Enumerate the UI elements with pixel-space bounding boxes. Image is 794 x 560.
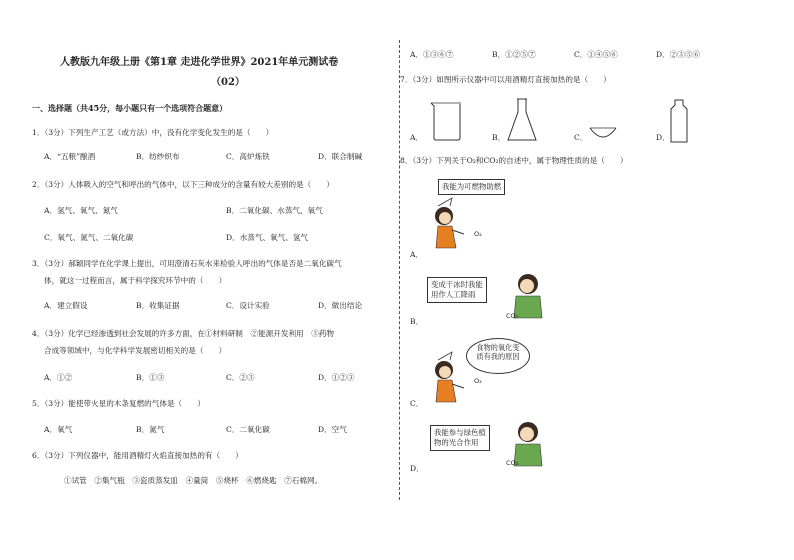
o2-label-c: O₂ [474, 377, 482, 385]
q3-option-b[interactable]: B．收集证据 [136, 301, 180, 310]
co2-label-b: CO₂ [506, 312, 519, 320]
q7-option-a[interactable]: A． [410, 133, 424, 142]
q1-option-b[interactable]: B．纺纱织布 [136, 152, 180, 161]
q2-option-a[interactable]: A．氢气、氧气、氮气 [44, 206, 118, 215]
q3-option-d[interactable]: D．做出结论 [318, 301, 363, 310]
q7-option-b[interactable]: B． [492, 133, 506, 142]
gas-jar-icon [668, 98, 690, 144]
q7-option-c[interactable]: C． [574, 133, 588, 142]
q2-option-b[interactable]: B．二氧化碳、水蒸气、氧气 [226, 206, 323, 215]
q2-stem: 2．（3分）人体吸入的空气和呼出的气体中，以下三种成分的含量有较大差别的是（ ） [32, 180, 335, 189]
column-divider [399, 40, 400, 500]
speech-bubble-c [466, 338, 530, 374]
o2-label-a: O₂ [474, 230, 482, 238]
q8-stem: 8．（3分）下列关于O₂和CO₂的自述中，属于物理性质的是（ ） [400, 156, 628, 165]
q1-stem: 1．（3分）下列生产工艺（或方法）中，没有化学变化发生的是（ ） [32, 128, 274, 137]
paper-title-number: （02） [211, 77, 245, 88]
co2-label-d: CO₂ [506, 459, 519, 467]
q5-option-d[interactable]: D．空气 [318, 425, 347, 434]
speech-bubble-d-line2: 物的光合作用 [434, 438, 479, 447]
speech-bubble-b-line1: 变成干冰时我能 [431, 280, 483, 289]
speech-bubble-c-line1: 食物的氧化变 [476, 343, 520, 352]
q3-stem-line2: 体，就这一过程而言，属于科学探究环节中的（ ） [44, 276, 227, 285]
q5-stem: 5．（3分）能使带火星的木条复燃的气体是（ ） [32, 399, 205, 408]
q1-option-a[interactable]: A．“五粮”酿酒 [44, 152, 96, 161]
q4-option-c[interactable]: C．②③ [226, 373, 255, 382]
q2-option-d[interactable]: D．水蒸气、氧气、氢气 [226, 233, 309, 242]
conical-flask-icon [505, 96, 539, 144]
girl-character-icon [430, 196, 470, 256]
q3-stem-line1: 3．（3分）郝颖同学在化学课上提出，可用澄清石灰水来检验人呼出的气体是否是二氧化碳气 [32, 259, 342, 268]
q5-option-c[interactable]: C．二氧化碳 [226, 425, 270, 434]
q6-option-b[interactable]: B．①②⑤⑦ [492, 50, 536, 59]
q6-items: ①试管 ②集气瓶 ③瓷质蒸发皿 ④量筒 ⑤烧杯 ⑥燃烧匙 ⑦石棉网。 [64, 476, 323, 485]
q4-option-b[interactable]: B．①③ [136, 373, 165, 382]
q4-option-d[interactable]: D．①②③ [318, 373, 355, 382]
q4-stem-line1: 4．（3分）化学已经渗透到社会发展的许多方面，在①材料研制 ②能源开发利用 ③药物 [32, 329, 335, 338]
girl-character-icon [430, 350, 470, 410]
evaporating-dish-icon [588, 124, 618, 142]
speech-bubble-d-line1: 我能参与绿色植 [434, 428, 486, 437]
speech-bubble-c-line2: 质有我的原因 [476, 352, 520, 361]
beaker-icon [428, 100, 464, 142]
q8-option-c[interactable]: C． [410, 399, 424, 408]
q6-option-d[interactable]: D．②③⑤⑥ [656, 50, 701, 59]
q1-option-c[interactable]: C．高炉炼铁 [226, 152, 270, 161]
speech-bubble-b-line2: 用作人工降雨 [431, 290, 476, 299]
speech-bubble-d [430, 425, 490, 451]
q8-option-a[interactable]: A． [410, 250, 424, 259]
q4-stem-line2: 合成等领域中，与化学科学发展密切相关的是（ ） [44, 346, 227, 355]
q4-option-a[interactable]: A．①② [44, 373, 73, 382]
q7-option-d[interactable]: D． [656, 133, 670, 142]
q5-option-b[interactable]: B．氮气 [136, 425, 165, 434]
q6-stem: 6．（3分）下列仪器中，能用酒精灯火焰直接加热的有（ ） [32, 451, 243, 460]
q1-option-d[interactable]: D．联合制碱 [318, 152, 363, 161]
q3-option-c[interactable]: C．设计实验 [226, 301, 270, 310]
q8-option-d[interactable]: D． [410, 464, 424, 473]
q5-option-a[interactable]: A．氧气 [44, 425, 73, 434]
q8-option-b[interactable]: B． [410, 317, 424, 326]
speech-bubble-a: 我能为可燃物助燃 [438, 179, 505, 195]
speech-bubble-b [427, 277, 487, 303]
section-heading: 一、选择题（共45分，每小题只有一个选项符合题意） [32, 103, 228, 113]
q6-option-c[interactable]: C．①④⑤⑥ [574, 50, 618, 59]
q2-option-c[interactable]: C．氧气、氮气、二氧化碳 [44, 233, 134, 242]
q7-stem: 7．（3分）如图所示仪器中可以用酒精灯直接加热的是（ ） [400, 75, 611, 84]
q3-option-a[interactable]: A．建立假设 [44, 301, 88, 310]
q6-option-a[interactable]: A．①③⑥⑦ [410, 50, 454, 59]
paper-title: 人教版九年级上册《第1章 走进化学世界》2021年单元测试卷 [60, 57, 339, 68]
